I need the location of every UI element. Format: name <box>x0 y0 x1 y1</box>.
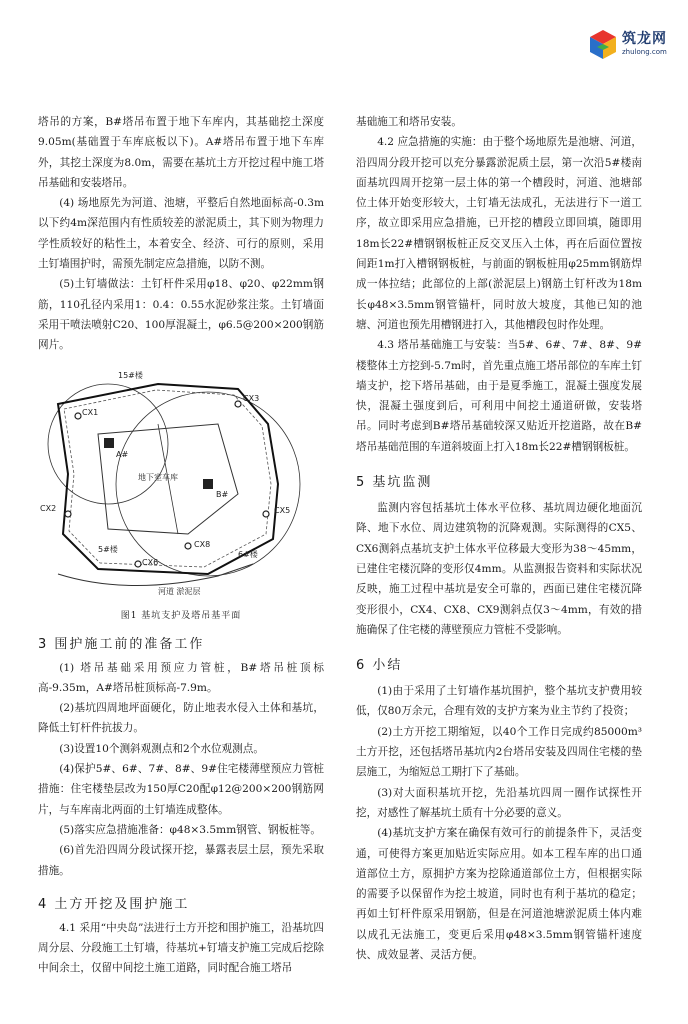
paragraph: 4.2 应急措施的实施：由于整个场地原先是池塘、河道，沿四周分段开挖可以充分暴露淤泥质土层，第一次沿5#楼南面基坑四周开挖第一层土体的第一个槽段时，河道、池塘部位土体开始变形较大，土钉墙无法成孔，无法进行下一道工序，故立即采用应急措施，已开挖的槽段立即回填，随即用18m长22#槽钢钢板桩正反交叉压入土体，再在后面位置按间距1m打入槽钢钢板桩，与前面的钢板桩用φ25mm钢筋焊成一体拉结；此部位的上部(淤泥层上)钢筋土钉杆改为18m长φ48×3.5mm钢管锚杆，同时放大坡度，其他已知的池塘、河道也预先用槽钢进打入，其他槽段包时作处理。 <box>356 136 642 331</box>
label-cx3: CX3 <box>243 393 260 403</box>
paragraph: (3)对大面积基坑开挖，先沿基坑四周一圈作试探性开挖，对感性了解基坑土质有十分必要的意义。 <box>356 786 642 819</box>
paragraph: (5)土钉墙做法：土钉杆件采用φ18、φ20、φ22mm钢筋，110孔径内采用1：0.4：0.55水泥砂浆注浆。土钉墙面采用干喷法喷射C20、100厚混凝土，φ6.5@200×200钢筋网片。 <box>38 278 324 352</box>
paragraph: (2)基坑四周地坪面硬化，防止地表水侵入土体和基坑，降低土钉杆件抗拔力。 <box>38 702 324 735</box>
label-cx2: CX2 <box>40 503 57 513</box>
paragraph: (3)设置10个测斜观测点和2个水位观测点。 <box>59 742 264 755</box>
figure-caption: 图1 基坑支护及塔吊基平面 <box>120 610 242 621</box>
section-heading: 6 小结 <box>356 658 403 674</box>
left-column <box>38 112 324 979</box>
section-heading: 3 围护施工前的准备工作 <box>38 636 205 652</box>
paragraph: 监测内容包括基坑土体水平位移、基坑周边硬化地面沉降、地下水位、周边建筑物的沉降观测。实际测得的CX5、CX6测斜点基坑支护土体水平位移最大变形为38～45mm，已建住宅楼沉降的变形仅4mm。从监测报告资料和实际状况反映，施工过程中基坑是安全可靠的，西面已建住宅楼沉降变形很小，CX4、CX8、CX9测斜点仅3～4mm，有效的措施确保了住宅楼的薄壁预应力管桩不受影响。 <box>356 502 642 636</box>
paragraph: (1) 塔吊基础采用预应力管桩，B#塔吊桩顶标高-9.35m，A#塔吊桩顶标高-7.9m。 <box>38 661 324 694</box>
inclinometer-point <box>75 413 81 419</box>
paragraph: (6)首先沿四周分段试探开挖，暴露表层土层，预先采取措施。 <box>38 844 324 877</box>
label-building-15: 15#楼 <box>118 370 143 380</box>
site-plan-drawing <box>38 364 324 604</box>
inclinometer-point <box>135 561 141 567</box>
paragraph: 4.1 采用“中央岛”法进行土方开挖和围护施工，沿基坑四周分层、分段施工土钉墙，待基坑+钉墙支护施工完成后挖除中间余土，仅留中间挖土施工道路，同时配合施工塔吊 <box>38 921 324 975</box>
label-tower-a: A# <box>116 449 129 459</box>
section-heading: 4 土方开挖及围护施工 <box>38 896 190 912</box>
label-cx6: CX6 <box>142 557 159 567</box>
label-building-6: 6#楼 <box>238 549 258 559</box>
paragraph: (4)基坑支护方案在确保有效可行的前提条件下，灵活变通，可使得方案更加贴近实际应用。如本工程车库的出口通道部位土方，原拥护方案为挖除通道部位土方，但根据实际的需要予以保留作为挖土坡道，同时也有利于基坑的稳定；再如土钉杆件原采用钢筋，但是在河道池塘淤泥质土体内难以成孔无法施工，变更后采用φ48×3.5mm钢管锚杆速度快、成效显著、灵活方便。 <box>356 827 642 961</box>
right-column <box>356 112 642 965</box>
site-logo <box>586 26 682 70</box>
paragraph: 4.3 塔吊基础施工与安装：当5#、6#、7#、8#、9#楼整体土方挖到-5.7m时，首先重点施工塔吊部位的车库土钉墙支护，挖下塔吊基础，由于是夏季施工，混凝土强度发展快，混凝土强度到后，可利用中间挖土通道研做，安装塔吊。同时考虑到B#塔吊基础较深又贴近开挖道路，故在B#塔吊基础范围的车道斜坡面上打入18m长22#槽钢钢板桩。 <box>356 339 642 453</box>
paragraph: (4) 场地原先为河道、池塘，平整后自然地面标高-0.3m以下约4m深范围内有性质较差的淤泥质土，其下则为物理力学性质较好的粘性土，本着安全、经济、可行的原则，采用土钉墙围护时，需预先制定应急措施，以防不测。 <box>38 197 324 271</box>
paragraph: (4)保护5#、6#、7#、8#、9#住宅楼薄壁预应力管桩措施：住宅楼垫层改为150厚C20配φ12@200×200钢筋网片，与车库南北两面的土钉墙连成整体。 <box>38 763 324 816</box>
paragraph: (2)土方开挖工期缩短，以40个工作日完成约85000m³土方开挖，还包括塔吊基坑内2台塔吊安装及四周住宅楼的垫层施工，为缩短总工期打下了基础。 <box>356 725 642 779</box>
label-tower-b: B# <box>216 489 229 499</box>
paragraph: (1)由于采用了土钉墙作基坑围护，整个基坑支护费用较低，仅80万余元，合理有效的支护方案为业主节约了投资； <box>356 685 642 718</box>
section-heading: 5 基坑监测 <box>356 475 433 491</box>
label-river: 河道 淤泥层 <box>158 586 201 596</box>
label-cx8: CX8 <box>194 539 211 549</box>
paragraph: 塔吊的方案，B#塔吊布置于地下车库内，其基础挖土深度9.05m(基础置于车库底板以下)。A#塔吊布置于地下车库外，其挖土深度为8.0m，需要在基坑土方开挖过程中施工塔吊基础和安装塔吊。 <box>38 116 324 189</box>
logo-name: 筑龙网 <box>622 31 667 47</box>
label-cx1: CX1 <box>82 407 99 417</box>
inclinometer-point <box>235 401 241 407</box>
figure-site-plan <box>38 364 324 604</box>
inclinometer-point <box>263 511 269 517</box>
inclinometer-point <box>65 511 71 517</box>
logo-cube-icon <box>586 28 620 62</box>
inclinometer-point <box>185 543 191 549</box>
paragraph: (5)落实应急措施准备：φ48×3.5mm钢管、钢板桩等。 <box>59 823 321 836</box>
label-basement: 地下室车库 <box>138 472 178 482</box>
label-cx5: CX5 <box>274 505 291 515</box>
logo-url: zhulong.com <box>622 48 667 56</box>
tower-a-base <box>104 438 114 448</box>
paragraph: 基础施工和塔吊安装。 <box>356 116 462 128</box>
tower-b-base <box>203 479 213 489</box>
label-building-5: 5#楼 <box>98 544 118 554</box>
